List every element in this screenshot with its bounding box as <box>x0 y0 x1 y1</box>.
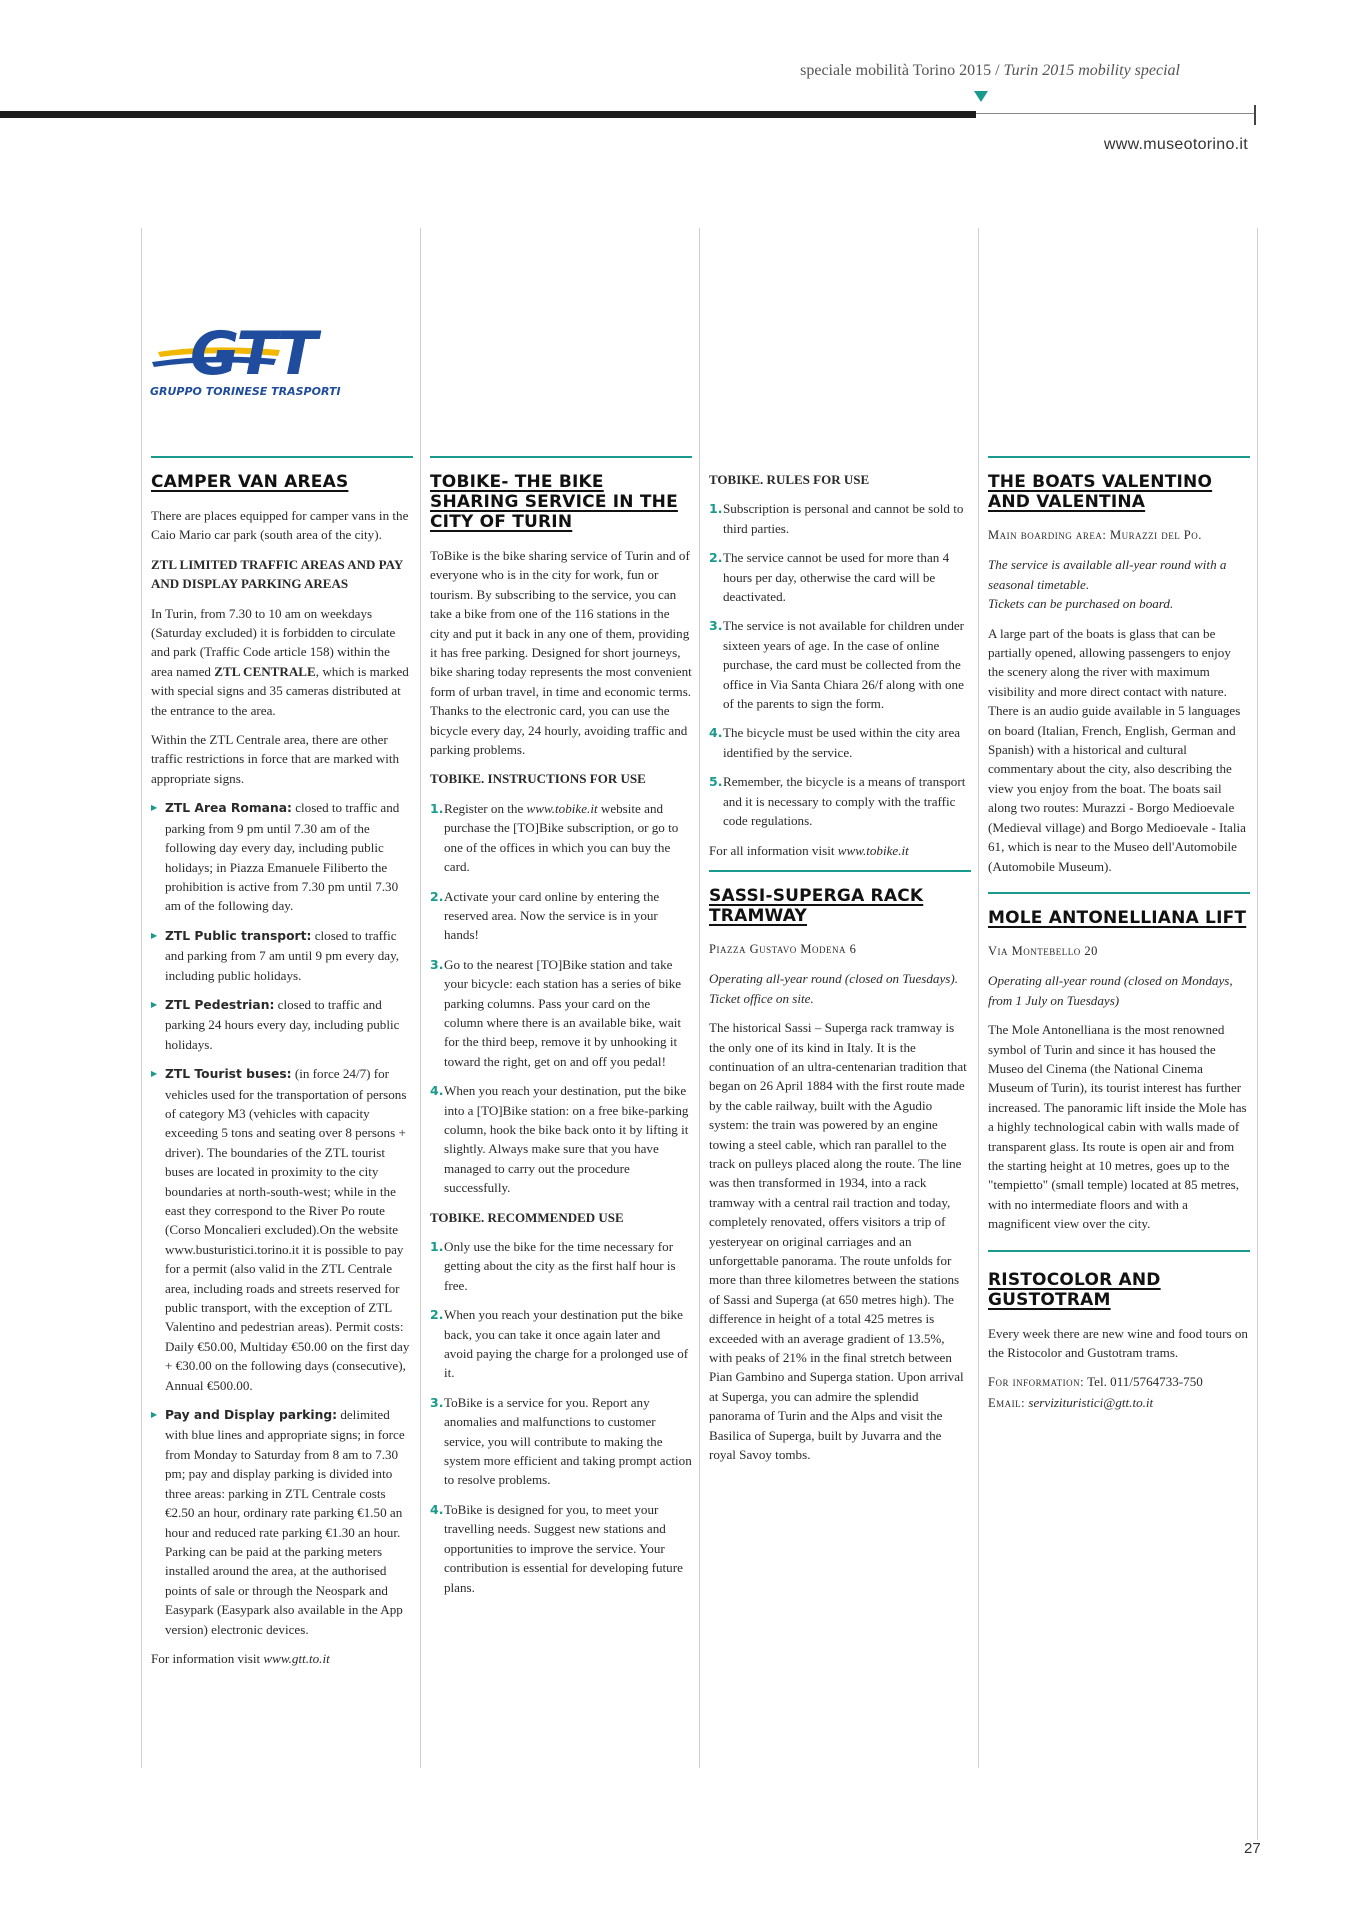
column-tobike <box>430 456 692 1607</box>
header-marker-icon <box>974 91 988 102</box>
sassi-address: Piazza Gustavo Modena 6 <box>709 941 857 956</box>
boats-body: A large part of the boats is glass that can be partially opened, allowing passengers to enjoy the scenery along the river with maximum visibility and more direct contact with nature. There is an audio guide available in 5 languages on board (Italian, French, English, German and Spanish) with a historical and cultural commentary about the city, also describing the view you enjoy from the boat. The boats sail along two routes: Murazzi - Borgo Medioevale (Medieval village) and Borgo Medioevale - Italia 61, which is near to the Museo dell'Automobile (Automobile Museum). <box>988 625 1246 874</box>
list-item: 2. When you reach your destination put the bike back, you can take it once again later and avoid paying the charge for a prolonged use of it. <box>430 1307 689 1381</box>
boats-area: Main boarding area: Murazzi del Po. <box>988 528 1202 542</box>
ztl-subtitle: ZTL LIMITED TRAFFIC AREAS AND PAY AND DISPLAY PARKING AREAS <box>151 556 403 592</box>
boats-title: THE BOATS VALENTINO AND VALENTINA <box>988 472 1213 512</box>
sassi-hours: Operating all-year round (closed on Tuesdays). Ticket office on site. <box>709 971 958 1006</box>
list-item: 3. The service is not available for children under sixteen years of age. In the case of online purchase, the card must be collected from the office in Via Santa Chiara 26/f along with one of the parents to sign the form. <box>709 618 965 712</box>
risto-phone: For information: Tel. 011/5764733-750 <box>988 1374 1203 1390</box>
column-divider <box>699 228 700 1768</box>
list-item: 1. Only use the bike for the time necessary for getting about the city as the first half hour is free. <box>430 1239 676 1293</box>
section-rule <box>430 456 692 458</box>
list-item: 3. Go to the nearest [TO]Bike station and take your bicycle: each station has a series of bike parking columns. Pass your card on the column where there is an available bike, wait for the third beep, remove it by unhooking it toward the right, get on and off you pedal! <box>430 956 682 1069</box>
camper-title: CAMPER VAN AREAS <box>151 472 349 492</box>
sassi-body: The historical Sassi – Superga rack tramway is the only one of its kind in Italy. It is the continuation of an ultra-centenarian tradition that began on 26 April 1884 with the first route made by the cable railway, built with the Agudio system: the train was powered by an engine towing a steel cable, which ran parallel to the track on pulleys placed along the route. The line was then transformed in 1934, into a rack tramway with a central rail traction and today, completely renovated, offers visitors a trip of yesteryear on original carriages and an unforgettable panorama. The route unfolds for more than three kilometres between the stations of Sassi and Superga (at 650 metres high). The difference in height of a total 425 metres is exceeded with an average gradient of 13.5%, with peaks of 21% in the final stretch between Pian Gambino and Superga station. Upon arrival at Superga, you can admire the splendid panorama of Turin and the Alps and visit the Basilica of Superga, built by Juvarra and the royal Savoy tombs. <box>709 1020 967 1463</box>
tobike-recommended-list <box>430 1237 692 1597</box>
header-tick <box>1254 105 1256 125</box>
tobike-intro: ToBike is the bike sharing service of Turin and of everyone who is in the city for work, fun or tourism. By subscribing to the service, you can take a bike from one of the 116 stations in the city and put it back in any one of them, providing it has free parking. Designed for short journeys, bike sharing today represents the most convenient form of urban travel, in time and economic terms. Thanks to the electronic card, you can use the bicycle every day, 24 hourly, avoiding traffic and parking problems. <box>430 548 692 758</box>
tobike-instructions-title: TOBIKE. INSTRUCTIONS FOR USE <box>430 771 646 787</box>
list-item: ▶ ZTL Tourist buses: (in force 24/7) for vehicles used for the transportation of persons of category M3 (vehicles with capacity exceeding 5 tons and seating over 8 persons + driver). The boundaries of the ZTL tourist buses are located in proximity to the city boundaries at north-south-west; while in the east they correspond to the River Po route (Corso Moncalieri excluded).On the website www.busturistici.torino.it it is possible to pay for a permit (also valid in the ZTL Centrale area, including roads and streets reserved for public transport, with the exception of ZTL Valentino and pedestrian areas). Permit costs: Daily €50.00, Multiday €50.00 on the first day + €30.00 on the following days (consecutive), Annual €500.00. <box>151 1064 413 1395</box>
section-rule <box>151 456 413 458</box>
section-rule <box>988 456 1250 458</box>
header-bar <box>0 111 976 118</box>
ztl-list <box>151 798 413 1639</box>
column-divider <box>420 228 421 1768</box>
logo-subtitle: GRUPPO TORINESE TRASPORTI <box>150 385 341 398</box>
list-item: ▶ ZTL Pedestrian: closed to traffic and parking 24 hours every day, including public holidays. <box>151 995 413 1054</box>
website-link[interactable]: www.museotorino.it <box>1103 136 1248 153</box>
section-rule <box>988 1250 1250 1252</box>
ztl-paragraph-1: In Turin, from 7.30 to 10 am on weekdays (Saturday excluded) it is forbidden to circulate and park (Traffic Code article 158) within the area named ZTL CENTRALE, which is marked with special signs and 35 cameras distributed at the entrance to the area. <box>151 605 409 718</box>
gtt-info: For information visit www.gtt.to.it <box>151 1650 330 1666</box>
email-link[interactable]: servizituristici@gtt.to.it <box>1025 1394 1154 1410</box>
column-boats <box>988 456 1250 1423</box>
gtt-link[interactable]: www.gtt.to.it <box>263 1650 330 1666</box>
list-item: 4. ToBike is designed for you, to meet your travelling needs. Suggest new stations and opportunities to improve the service. Your contribution is essential for developing future plans. <box>430 1501 683 1595</box>
page-number: 27 <box>1244 1840 1261 1857</box>
ztl-paragraph-2: Within the ZTL Centrale area, there are other traffic restrictions in force that are marked with appropriate signs. <box>151 732 400 786</box>
rules-title: TOBIKE. RULES FOR USE <box>709 472 870 487</box>
column-camper <box>151 456 413 1678</box>
mole-body: The Mole Antonelliana is the most renowned symbol of Turin and since it has housed the Museo del Cinema (the National Cinema Museum of Turin), its tourist interest has further increased. The panoramic lift inside the Mole has a highly technological cabin with walls made of transparent glass. Its route is open air and from the starting height at 10 metres, goes up to the "tempietto" (small temple) located at 85 metres, with no intermediate floors and with a magnificent view over the city. <box>988 1022 1247 1232</box>
header-title-it: speciale mobilità Torino 2015 / <box>800 62 1004 79</box>
column-rules-sassi <box>709 470 971 1474</box>
section-rule <box>709 870 971 872</box>
list-item: 4. When you reach your destination, put the bike into a [TO]Bike station: on a free bike-parking column, hook the bike back onto it by lifting it slightly. Always make sure that you have managed to carry out the procedure successfully. <box>430 1083 689 1196</box>
tobike-info: For all information visit www.tobike.it <box>709 842 909 858</box>
mole-address: Via Montebello 20 <box>988 943 1098 958</box>
column-divider <box>978 228 979 1768</box>
right-margin-line <box>1257 228 1258 1840</box>
mole-title: MOLE ANTONELLIANA LIFT <box>988 907 1247 928</box>
column-divider <box>141 228 142 1768</box>
list-item: 2. Activate your card online by entering the reserved area. Now the service is in your hands! <box>430 888 660 943</box>
running-header <box>600 62 1180 80</box>
sassi-title: SASSI-SUPERGA RACK TRAMWAY <box>709 885 924 926</box>
list-item: 1. Register on the www.tobike.it website and purchase the [TO]Bike subscription, or go to one of the offices in which you can buy the card. <box>430 800 679 875</box>
tobike-recommended-title: TOBIKE. RECOMMENDED USE <box>430 1209 624 1225</box>
header-rule <box>976 113 1254 114</box>
rules-list <box>709 499 971 830</box>
list-item: 5. Remember, the bicycle is a means of transport and it is necessary to comply with the traffic code regulations. <box>709 774 966 829</box>
risto-email: Email: servizituristici@gtt.to.it <box>988 1394 1154 1410</box>
list-item: 3. ToBike is a service for you. Report any anomalies and malfunctions to customer service, you will contribute to making the system more efficient and taking prompt action to resolve problems. <box>430 1394 692 1488</box>
logo-text: GTT <box>190 319 316 389</box>
boats-service: The service is available all-year round with a seasonal timetable. <box>988 557 1227 592</box>
list-item: ▶ ZTL Public transport: closed to traffic and parking from 7 am until 9 pm every day, including public holidays. <box>151 926 413 985</box>
gtt-logo <box>150 316 345 398</box>
tobike-instructions-list <box>430 799 692 1198</box>
tobike-link[interactable]: www.tobike.it <box>526 800 598 816</box>
mole-hours: Operating all-year round (closed on Mondays, from 1 July on Tuesdays) <box>988 973 1233 1008</box>
list-item: 1. Subscription is personal and cannot be sold to third parties. <box>709 501 964 536</box>
risto-body: Every week there are new wine and food tours on the Ristocolor and Gustotram trams. <box>988 1325 1248 1360</box>
tobike-info-link[interactable]: www.tobike.it <box>837 842 909 858</box>
list-item: 2. The service cannot be used for more than 4 hours per day, otherwise the card will be deactivated. <box>709 550 950 605</box>
list-item: 4. The bicycle must be used within the city area identified by the service. <box>709 725 961 760</box>
section-rule <box>988 892 1250 894</box>
list-item: ▶ Pay and Display parking: delimited with blue lines and appropriate signs; in force from Monday to Saturday from 8 am to 7.30 pm; pay and display parking is divided into three areas: parking in ZTL Centrale costs €2.50 an hour, ordinary rate parking €1.50 an hour and reduced rate parking €1.30 an hour. Parking can be paid at the parking meters installed around the area, at the authorised points of sale or through the Neospark and Easypark (Easypark also available in the App version) electronic devices. <box>151 1405 413 1639</box>
list-item: ▶ ZTL Area Romana: closed to traffic and parking from 9 pm until 7.30 am of the following day every day, including public holidays; in Piazza Emanuele Filiberto the prohibition is active from 7.30 pm until 7.30 am of the following day. <box>151 798 413 915</box>
header-title-en: Turin 2015 mobility special <box>1003 62 1180 79</box>
risto-title: RISTOCOLOR AND GUSTOTRAM <box>988 1269 1161 1310</box>
boats-tickets: Tickets can be purchased on board. <box>988 596 1174 612</box>
tobike-title: TOBIKE- THE BIKE SHARING SERVICE IN THE CITY OF TURIN <box>430 472 678 532</box>
camper-intro: There are places equipped for camper vans in the Caio Mario car park (south area of the city). <box>151 508 409 543</box>
